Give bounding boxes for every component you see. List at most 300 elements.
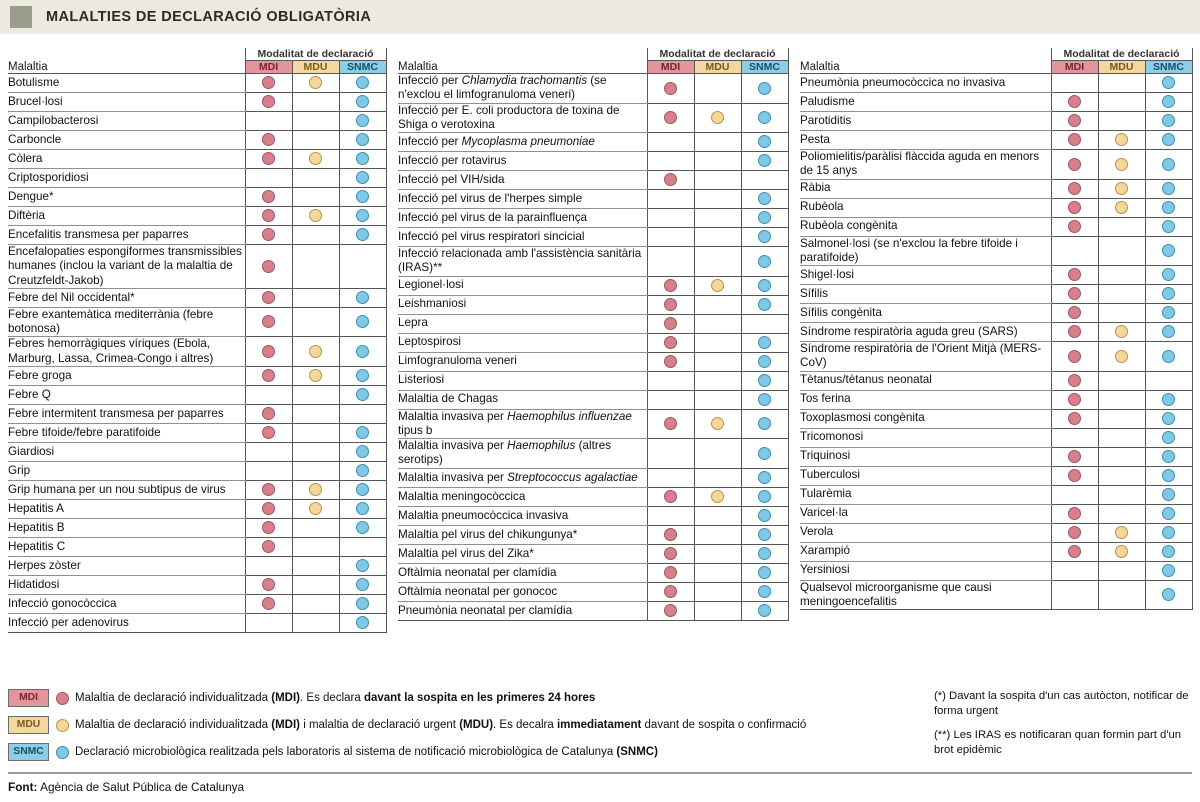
snmc-cell <box>339 499 386 518</box>
disease-name: Yersiniosi <box>800 561 1051 580</box>
disease-name: Febre Q <box>8 385 245 404</box>
mdi-cell <box>245 537 292 556</box>
mdu-dot-icon <box>1115 201 1128 214</box>
column-header-malaltia: Malaltia <box>398 61 647 74</box>
page-title: MALALTIES DE DECLARACIÓ OBLIGATÒRIA <box>46 9 372 25</box>
snmc-cell <box>339 131 386 150</box>
mdi-cell <box>245 480 292 499</box>
mdu-cell <box>694 439 741 469</box>
empty-cell-icon <box>711 192 724 205</box>
disease-name: Febre exantemàtica mediterrània (febre botonosa) <box>8 307 245 337</box>
mdu-cell <box>1098 504 1145 523</box>
legend-columns <box>8 685 1192 770</box>
column-header-mdu: MDU <box>694 61 741 74</box>
disease-name: Encefalitis transmesa per paparres <box>8 226 245 245</box>
mdu-cell <box>292 226 339 245</box>
snmc-dot-icon <box>758 154 771 167</box>
empty-cell-icon <box>711 135 724 148</box>
table-column-1 <box>8 48 386 633</box>
table-row <box>8 112 386 131</box>
mdi-cell <box>647 352 694 371</box>
header-accent-square <box>10 6 32 28</box>
disease-name: Limfogranuloma veneri <box>398 352 647 371</box>
snmc-dot-icon <box>356 291 369 304</box>
empty-cell-icon <box>309 95 322 108</box>
source-line <box>8 780 1192 802</box>
mdu-cell <box>292 169 339 188</box>
empty-cell-icon <box>1115 76 1128 89</box>
superheader-modalitat: Modalitat de declaració <box>245 48 386 61</box>
disease-name: Poliomielitis/paràlisi flàccida aguda en menors de 15 anys <box>800 150 1051 180</box>
table-row <box>800 390 1192 409</box>
snmc-cell <box>741 74 788 104</box>
mdu-cell <box>694 276 741 295</box>
mdi-dot-icon <box>262 521 275 534</box>
snmc-cell <box>741 582 788 601</box>
empty-cell-icon <box>664 471 677 484</box>
snmc-cell <box>741 314 788 333</box>
mdu-cell <box>1098 371 1145 390</box>
mdi-cell <box>647 506 694 525</box>
disease-name: Brucel·losi <box>8 93 245 112</box>
table-column-2 <box>398 48 788 621</box>
disease-name: Síndrome respiratòria aguda greu (SARS) <box>800 323 1051 342</box>
column-header-malaltia: Malaltia <box>8 61 245 74</box>
disease-name: Febre tifoide/febre paratifoide <box>8 423 245 442</box>
mdi-dot-icon <box>262 315 275 328</box>
mdu-cell <box>694 525 741 544</box>
mdu-cell <box>1098 179 1145 198</box>
snmc-cell <box>741 190 788 209</box>
disease-name: Grip <box>8 461 245 480</box>
disease-name: Toxoplasmosi congènita <box>800 409 1051 428</box>
mdi-cell <box>1051 580 1098 610</box>
disease-name: Infecció per adenovirus <box>8 613 245 632</box>
empty-cell-icon <box>309 291 322 304</box>
mdi-cell <box>1051 179 1098 198</box>
page-header <box>0 0 1200 34</box>
table-body-2 <box>398 74 788 621</box>
snmc-cell <box>1145 198 1192 217</box>
mdi-dot-icon <box>664 604 677 617</box>
mdu-cell <box>1098 342 1145 372</box>
mdu-cell <box>1098 131 1145 150</box>
empty-cell-icon <box>1115 374 1128 387</box>
empty-cell-icon <box>664 393 677 406</box>
disease-name: Malaltia pneumocòccica invasiva <box>398 506 647 525</box>
snmc-dot-icon <box>356 426 369 439</box>
table-row <box>800 542 1192 561</box>
snmc-dot-icon <box>758 355 771 368</box>
table-row <box>8 518 386 537</box>
superheader-spacer <box>398 48 647 61</box>
snmc-dot-icon <box>758 111 771 124</box>
snmc-dot-icon <box>356 152 369 165</box>
mdu-cell <box>694 468 741 487</box>
mdu-dot-icon <box>711 490 724 503</box>
table-superheader-row <box>398 48 788 61</box>
snmc-dot-icon <box>1162 545 1175 558</box>
mdi-cell <box>245 404 292 423</box>
mdi-cell <box>245 337 292 367</box>
mdi-cell <box>245 423 292 442</box>
mdi-cell <box>647 295 694 314</box>
snmc-cell <box>339 307 386 337</box>
snmc-dot-icon <box>356 369 369 382</box>
mdi-cell <box>245 385 292 404</box>
disease-name: Malaltia pel virus del chikungunya* <box>398 525 647 544</box>
disease-name: Listeriosi <box>398 371 647 390</box>
mdi-dot-icon <box>262 578 275 591</box>
snmc-cell <box>339 188 386 207</box>
mdi-dot-icon <box>262 228 275 241</box>
mdu-cell <box>1098 150 1145 180</box>
mdi-cell <box>647 228 694 247</box>
mdi-cell <box>1051 561 1098 580</box>
table-row <box>8 245 386 289</box>
empty-cell-icon <box>1115 588 1128 601</box>
disease-name: Hepatitis B <box>8 518 245 537</box>
snmc-dot-icon <box>1162 325 1175 338</box>
legend-item-text: Malaltia de declaració individualitzada (MDI). Es declara davant la sospita en les primeres 24 hores <box>75 692 596 705</box>
empty-cell-icon <box>1115 393 1128 406</box>
table-row <box>800 285 1192 304</box>
mdi-cell <box>245 93 292 112</box>
snmc-dot-icon <box>356 228 369 241</box>
table-row <box>398 247 788 277</box>
empty-cell-icon <box>711 230 724 243</box>
snmc-cell <box>1145 580 1192 610</box>
snmc-dot-icon <box>758 336 771 349</box>
table-row <box>8 150 386 169</box>
empty-cell-icon <box>711 509 724 522</box>
disease-name: Verola <box>800 523 1051 542</box>
disease-name: Sífilis <box>800 285 1051 304</box>
empty-cell-icon <box>664 211 677 224</box>
snmc-dot-icon <box>1162 564 1175 577</box>
table-row <box>8 404 386 423</box>
table-row <box>800 198 1192 217</box>
table-row <box>8 337 386 367</box>
mdi-cell <box>1051 198 1098 217</box>
table-row <box>398 190 788 209</box>
table-row <box>800 217 1192 236</box>
snmc-cell <box>741 563 788 582</box>
mdu-cell <box>292 518 339 537</box>
mdi-cell <box>1051 112 1098 131</box>
snmc-cell <box>339 480 386 499</box>
mdu-dot-icon <box>1115 133 1128 146</box>
mdi-cell <box>1051 409 1098 428</box>
mdi-cell <box>1051 485 1098 504</box>
mdu-cell <box>292 337 339 367</box>
snmc-dot-icon <box>356 76 369 89</box>
mdi-cell <box>647 171 694 190</box>
disease-name: Xarampió <box>800 542 1051 561</box>
empty-cell-icon <box>711 447 724 460</box>
column-header-mdi: MDI <box>647 61 694 74</box>
table-row <box>8 423 386 442</box>
snmc-dot-icon <box>758 509 771 522</box>
table-row <box>800 131 1192 150</box>
empty-cell-icon <box>711 374 724 387</box>
disease-name: Infecció per E. coli productora de toxina de Shiga o verotoxina <box>398 103 647 133</box>
snmc-dot-icon <box>1162 588 1175 601</box>
mdi-cell <box>647 152 694 171</box>
snmc-dot-icon <box>356 95 369 108</box>
table-row <box>800 74 1192 93</box>
snmc-cell <box>339 226 386 245</box>
empty-cell-icon <box>1068 564 1081 577</box>
empty-cell-icon <box>711 298 724 311</box>
legend-item <box>8 716 920 734</box>
snmc-dot-icon <box>356 114 369 127</box>
empty-cell-icon <box>711 566 724 579</box>
disease-name: Infecció pel virus respiratori sincicial <box>398 228 647 247</box>
legend-item <box>8 689 920 707</box>
legend-blue-dot-icon <box>56 746 69 759</box>
table-row <box>398 439 788 469</box>
mdi-cell <box>647 601 694 620</box>
diseases-table-1 <box>8 48 387 633</box>
snmc-cell <box>741 171 788 190</box>
disease-name: Tularèmia <box>800 485 1051 504</box>
snmc-dot-icon <box>758 490 771 503</box>
snmc-dot-icon <box>1162 95 1175 108</box>
table-row <box>800 523 1192 542</box>
legend-footnotes <box>920 685 1192 767</box>
mdi-dot-icon <box>1068 182 1081 195</box>
disease-name: Leptospirosi <box>398 333 647 352</box>
table-row <box>800 371 1192 390</box>
mdu-dot-icon <box>711 417 724 430</box>
snmc-dot-icon <box>1162 201 1175 214</box>
mdu-cell <box>1098 285 1145 304</box>
empty-cell-icon <box>1115 268 1128 281</box>
empty-cell-icon <box>711 211 724 224</box>
mdu-cell <box>694 487 741 506</box>
snmc-cell <box>1145 131 1192 150</box>
legend-red-dot-icon <box>56 692 69 705</box>
disease-name: Malaltia invasiva per Streptococcus agalactiae <box>398 468 647 487</box>
mdu-dot-icon <box>1115 350 1128 363</box>
mdu-cell <box>694 74 741 104</box>
mdi-dot-icon <box>664 528 677 541</box>
table-row <box>800 266 1192 285</box>
mdi-dot-icon <box>262 502 275 515</box>
table-body-1 <box>8 74 386 633</box>
mdi-cell <box>1051 466 1098 485</box>
snmc-cell <box>741 276 788 295</box>
empty-cell-icon <box>356 407 369 420</box>
mdi-dot-icon <box>262 407 275 420</box>
mdu-cell <box>1098 409 1145 428</box>
table-row <box>8 93 386 112</box>
snmc-cell <box>741 439 788 469</box>
legend-entries <box>8 685 920 770</box>
table-row <box>800 112 1192 131</box>
snmc-cell <box>1145 466 1192 485</box>
empty-cell-icon <box>1115 450 1128 463</box>
mdi-cell <box>245 131 292 150</box>
table-row <box>8 480 386 499</box>
table-row <box>800 179 1192 198</box>
mdi-cell <box>647 314 694 333</box>
mdu-cell <box>292 461 339 480</box>
disease-name: Infecció gonocòccica <box>8 594 245 613</box>
snmc-cell <box>339 150 386 169</box>
column-header-snmc: SNMC <box>339 61 386 74</box>
snmc-cell <box>1145 285 1192 304</box>
legend-badge-snmc: SNMC <box>8 743 49 761</box>
disease-name: Giardiosi <box>8 442 245 461</box>
snmc-dot-icon <box>356 133 369 146</box>
disease-name: Infecció pel virus de l'herpes simple <box>398 190 647 209</box>
mdi-cell <box>1051 323 1098 342</box>
disease-name: Malaltia invasiva per Haemophilus (altres serotips) <box>398 439 647 469</box>
mdu-cell <box>292 307 339 337</box>
mdu-cell <box>694 409 741 439</box>
snmc-cell <box>1145 236 1192 266</box>
mdu-cell <box>292 150 339 169</box>
mdi-dot-icon <box>1068 393 1081 406</box>
disease-name: Febre intermitent transmesa per paparres <box>8 404 245 423</box>
empty-cell-icon <box>711 317 724 330</box>
empty-cell-icon <box>356 260 369 273</box>
snmc-dot-icon <box>758 604 771 617</box>
snmc-dot-icon <box>356 190 369 203</box>
snmc-cell <box>339 556 386 575</box>
mdi-dot-icon <box>664 336 677 349</box>
snmc-dot-icon <box>356 559 369 572</box>
empty-cell-icon <box>356 540 369 553</box>
empty-cell-icon <box>711 154 724 167</box>
disease-name: Paludisme <box>800 93 1051 112</box>
mdi-dot-icon <box>262 190 275 203</box>
mdi-cell <box>1051 504 1098 523</box>
mdi-dot-icon <box>1068 287 1081 300</box>
empty-cell-icon <box>1115 507 1128 520</box>
mdu-cell <box>1098 523 1145 542</box>
snmc-cell <box>339 385 386 404</box>
mdu-dot-icon <box>309 369 322 382</box>
mdi-cell <box>1051 74 1098 93</box>
mdu-cell <box>292 594 339 613</box>
mdu-cell <box>1098 304 1145 323</box>
snmc-dot-icon <box>356 616 369 629</box>
disease-name: Triquinosi <box>800 447 1051 466</box>
table-row <box>800 304 1192 323</box>
snmc-dot-icon <box>758 135 771 148</box>
snmc-cell <box>741 103 788 133</box>
table-row <box>8 188 386 207</box>
disease-name: Sífilis congènita <box>800 304 1051 323</box>
disease-name: Infecció per rotavirus <box>398 152 647 171</box>
table-row <box>398 276 788 295</box>
snmc-cell <box>339 575 386 594</box>
empty-cell-icon <box>664 447 677 460</box>
snmc-cell <box>339 169 386 188</box>
mdu-cell <box>292 575 339 594</box>
snmc-dot-icon <box>758 585 771 598</box>
empty-cell-icon <box>309 190 322 203</box>
mdu-cell <box>292 112 339 131</box>
snmc-cell <box>1145 150 1192 180</box>
mdi-cell <box>245 461 292 480</box>
mdi-cell <box>647 390 694 409</box>
disease-name: Infecció pel VIH/sida <box>398 171 647 190</box>
disease-name: Botulisme <box>8 74 245 93</box>
table-superheader-row <box>800 48 1192 61</box>
snmc-cell <box>741 371 788 390</box>
table-row <box>398 314 788 333</box>
mdu-cell <box>694 209 741 228</box>
snmc-dot-icon <box>356 578 369 591</box>
snmc-cell <box>1145 428 1192 447</box>
snmc-cell <box>1145 561 1192 580</box>
snmc-cell <box>339 74 386 93</box>
mdi-cell <box>1051 428 1098 447</box>
empty-cell-icon <box>309 464 322 477</box>
legend-yellow-dot-icon <box>56 719 69 732</box>
mdi-dot-icon <box>1068 268 1081 281</box>
empty-cell-icon <box>1115 488 1128 501</box>
table-row <box>398 544 788 563</box>
mdi-cell <box>245 74 292 93</box>
empty-cell-icon <box>309 578 322 591</box>
snmc-cell <box>741 601 788 620</box>
mdi-cell <box>1051 131 1098 150</box>
empty-cell-icon <box>309 597 322 610</box>
mdi-dot-icon <box>1068 158 1081 171</box>
empty-cell-icon <box>664 374 677 387</box>
mdi-cell <box>647 74 694 104</box>
empty-cell-icon <box>309 445 322 458</box>
table-row <box>800 466 1192 485</box>
disease-name: Malaltia pel virus del Zika* <box>398 544 647 563</box>
disease-name: Diftèria <box>8 207 245 226</box>
empty-cell-icon <box>711 547 724 560</box>
snmc-cell <box>1145 323 1192 342</box>
mdi-dot-icon <box>262 291 275 304</box>
snmc-cell <box>741 506 788 525</box>
snmc-dot-icon <box>1162 431 1175 444</box>
disease-name: Ràbia <box>800 179 1051 198</box>
mdi-cell <box>245 188 292 207</box>
disease-name: Leishmaniosi <box>398 295 647 314</box>
table-row <box>8 131 386 150</box>
table-row <box>8 594 386 613</box>
empty-cell-icon <box>1115 220 1128 233</box>
disease-name: Carboncle <box>8 131 245 150</box>
empty-cell-icon <box>309 521 322 534</box>
snmc-cell <box>1145 342 1192 372</box>
table-superheader-row <box>8 48 386 61</box>
snmc-cell <box>339 423 386 442</box>
disease-name: Hidatidosi <box>8 575 245 594</box>
empty-cell-icon <box>711 82 724 95</box>
mdu-cell <box>1098 390 1145 409</box>
table-row <box>398 601 788 620</box>
snmc-dot-icon <box>1162 393 1175 406</box>
mdi-cell <box>647 133 694 152</box>
mdu-cell <box>694 171 741 190</box>
table-row <box>398 582 788 601</box>
table-header-row <box>398 61 788 74</box>
snmc-cell <box>1145 217 1192 236</box>
table-header-row <box>800 61 1192 74</box>
snmc-cell <box>741 409 788 439</box>
